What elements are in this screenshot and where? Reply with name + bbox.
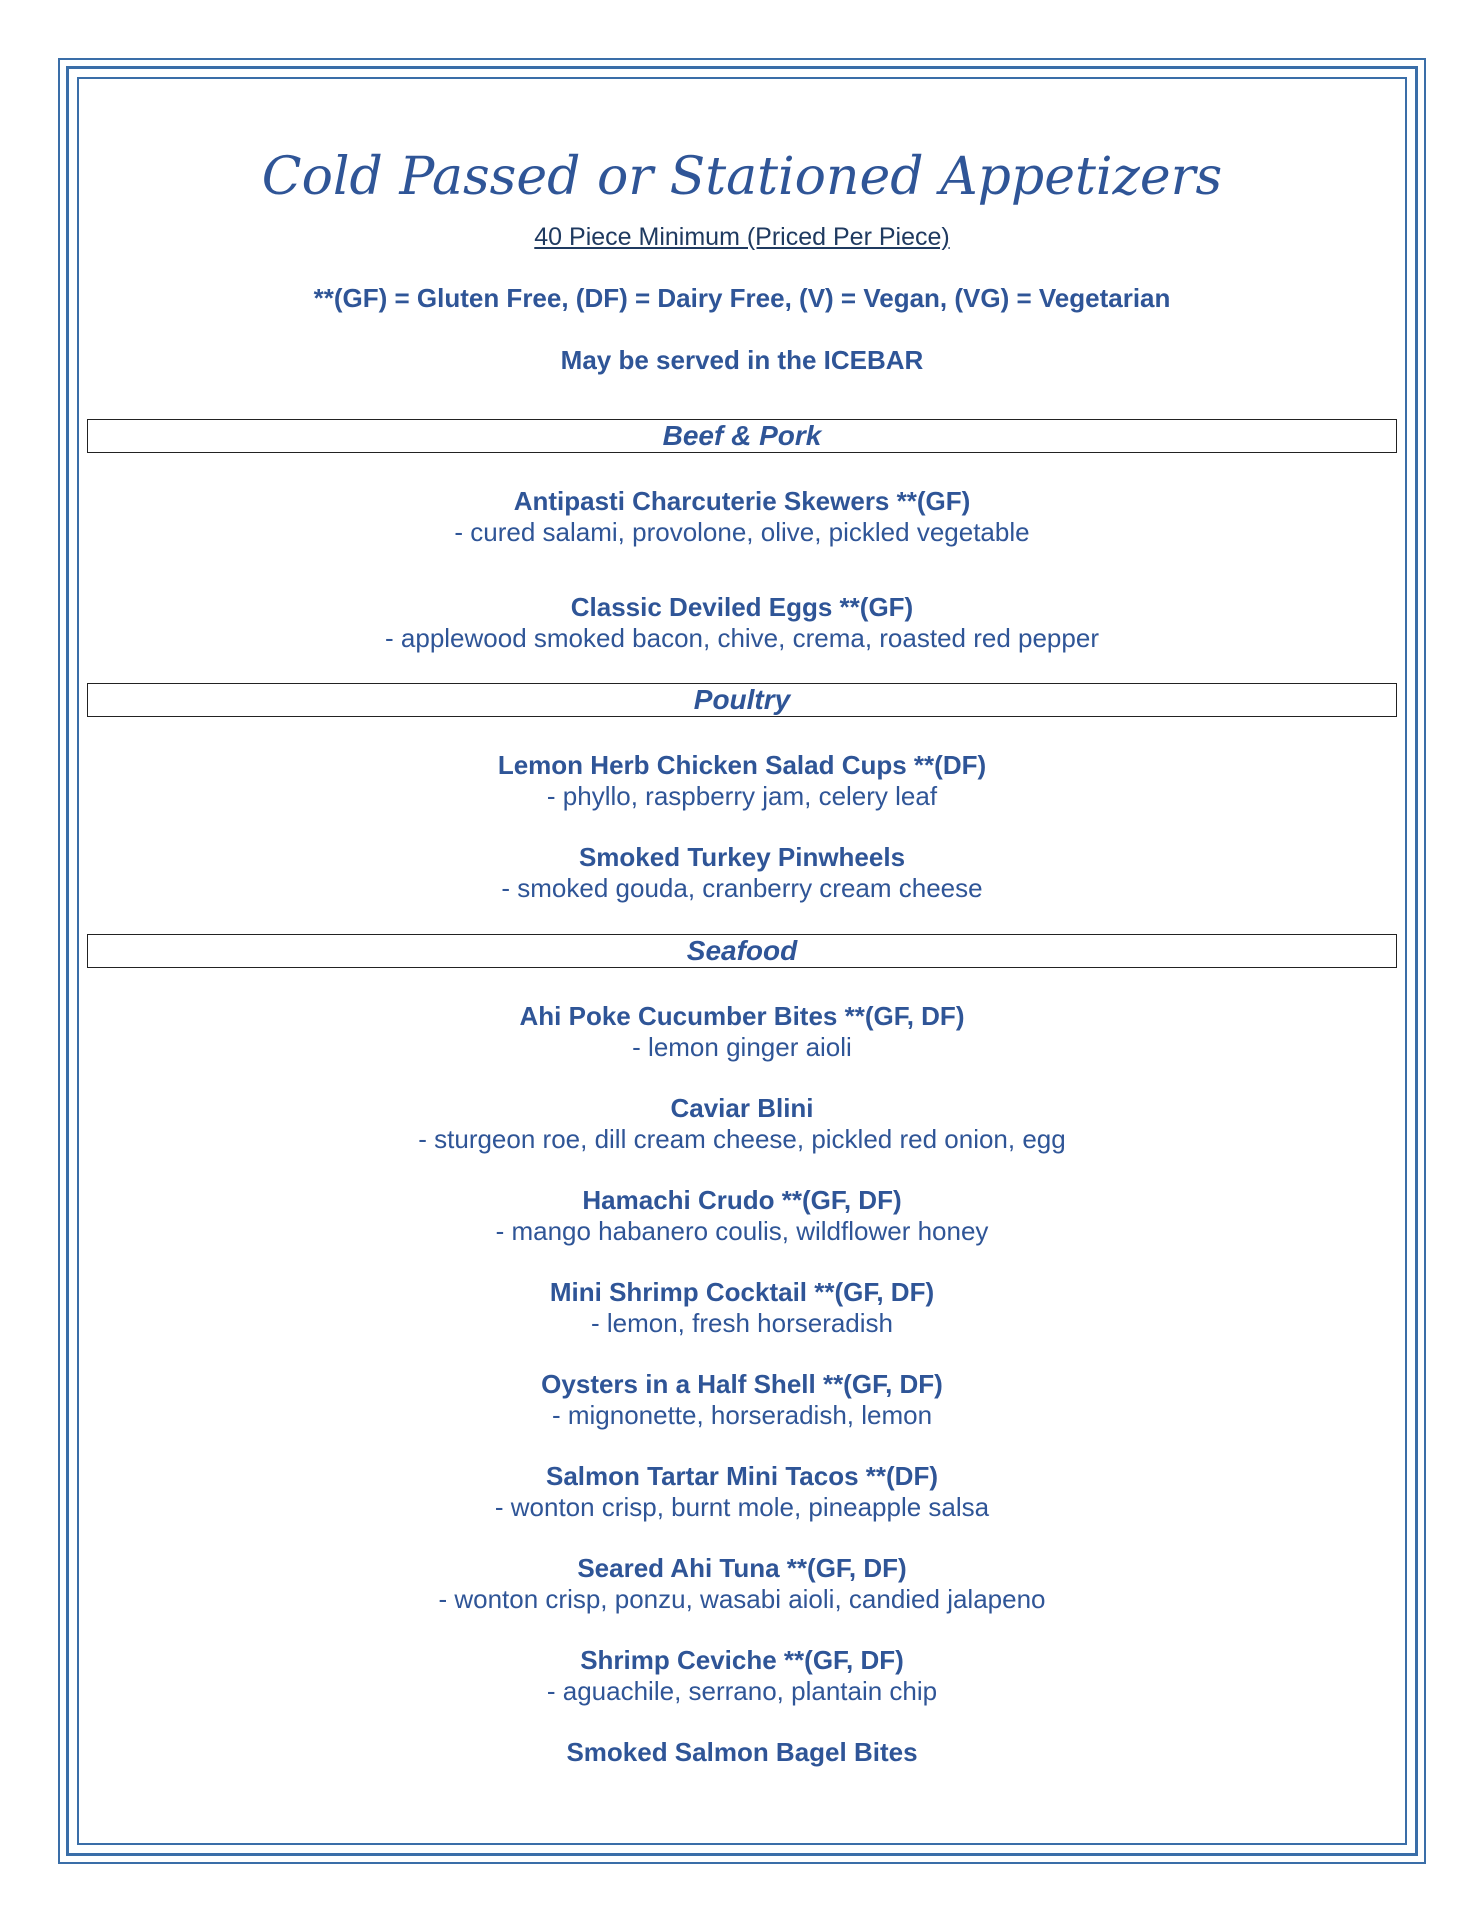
menu-item-description: - lemon, fresh horseradish	[590, 1308, 894, 1338]
menu-item-name: Ahi Poke Cucumber Bites **(GF, DF)	[519, 1001, 965, 1031]
menu-item-name: Caviar Blini	[670, 1093, 814, 1123]
section-header-seafood: Seafood	[87, 934, 1397, 968]
menu-item-description: - smoked gouda, cranberry cream cheese	[501, 873, 983, 903]
menu-item-description: - aguachile, serrano, plantain chip	[546, 1676, 938, 1706]
menu-item-description: - wonton crisp, ponzu, wasabi aioli, candied jalapeno	[438, 1584, 1046, 1614]
dietary-legend: **(GF) = Gluten Free, (DF) = Dairy Free, (V) = Vegan, (VG) = Vegetarian	[313, 283, 1171, 313]
menu-item-name: Classic Deviled Eggs **(GF)	[570, 592, 914, 622]
menu-item-name: Mini Shrimp Cocktail **(GF, DF)	[549, 1277, 935, 1307]
menu-item-name: Lemon Herb Chicken Salad Cups **(DF)	[497, 750, 987, 780]
menu-item-description: - cured salami, provolone, olive, pickled vegetable	[454, 517, 1030, 547]
menu-item-name: Oysters in a Half Shell **(GF, DF)	[541, 1369, 943, 1399]
menu-item-name: Hamachi Crudo **(GF, DF)	[582, 1185, 902, 1215]
menu-item-description: - mignonette, horseradish, lemon	[551, 1400, 933, 1430]
page-subtitle: 40 Piece Minimum (Priced Per Piece)	[534, 223, 950, 251]
menu-item-name: Smoked Turkey Pinwheels	[578, 842, 906, 872]
menu-item-description: - sturgeon roe, dill cream cheese, pickled red onion, egg	[418, 1124, 1066, 1154]
menu-item-description: - lemon ginger aioli	[632, 1032, 852, 1062]
menu-item-description: - mango habanero coulis, wildflower honey	[495, 1216, 989, 1246]
section-header-beef-pork: Beef & Pork	[87, 419, 1397, 453]
menu-item-description: - applewood smoked bacon, chive, crema, roasted red pepper	[385, 623, 1099, 653]
menu-item-name: Smoked Salmon Bagel Bites	[566, 1737, 918, 1767]
menu-item-description: - wonton crisp, burnt mole, pineapple salsa	[494, 1492, 990, 1522]
menu-item-name: Seared Ahi Tuna **(GF, DF)	[577, 1553, 907, 1583]
menu-item-description: - phyllo, raspberry jam, celery leaf	[546, 781, 938, 811]
section-header-poultry: Poultry	[87, 683, 1397, 717]
menu-item-name: Antipasti Charcuterie Skewers **(GF)	[513, 486, 971, 516]
menu-item-name: Shrimp Ceviche **(GF, DF)	[580, 1645, 904, 1675]
page-title: Cold Passed or Stationed Appetizers	[261, 147, 1223, 207]
menu-item-name: Salmon Tartar Mini Tacos **(DF)	[546, 1461, 938, 1491]
icebar-note: May be served in the ICEBAR	[560, 345, 924, 375]
